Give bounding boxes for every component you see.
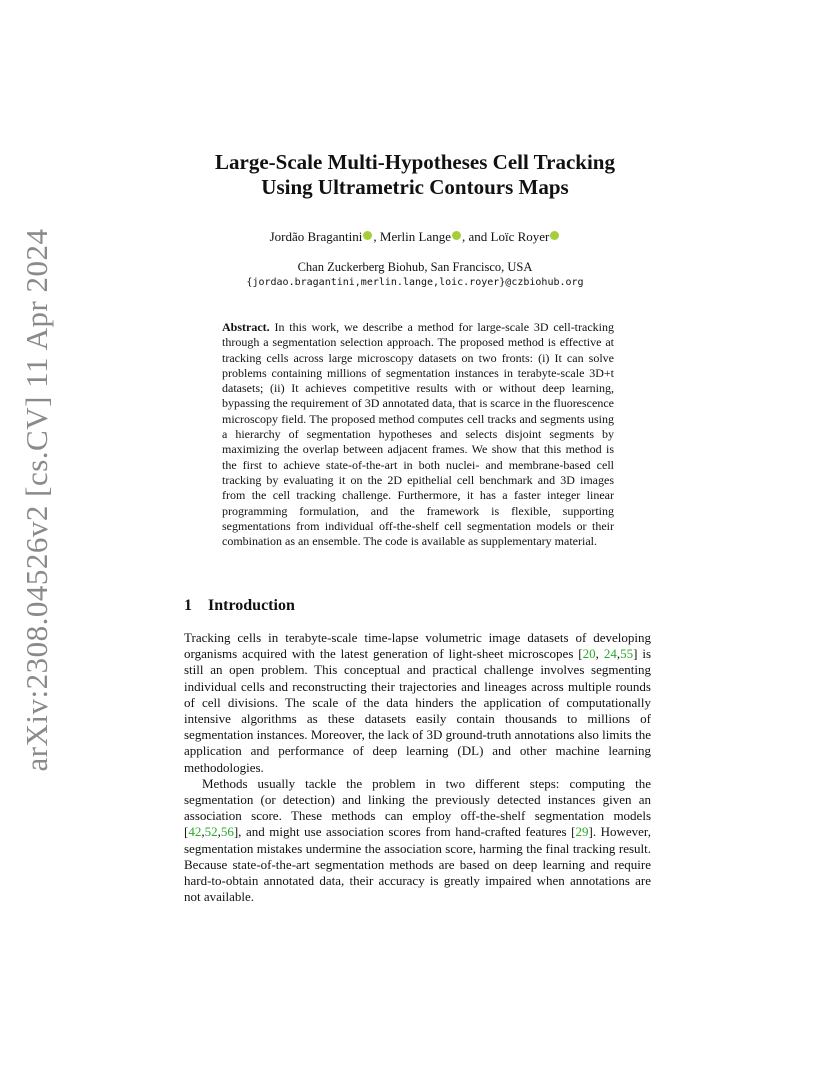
text-run: ], and might use association scores from hand-crafted features [ (233, 824, 576, 840)
introduction-body (184, 630, 651, 905)
paragraph: Tracking cells in terabyte-scale time-lapse volumetric image datasets of developing organisms acquired with the latest generation of light-sheet microscopes [20, 24,55] is still an open problem. This conceptual and practical challenge involves segmenting individual cells and reconstructing their trajectories and lineages across multiple rounds of cell divisions. The scale of the data hinders the application of computationally intensive algorithms as these datasets easily contain thousands to millions of segmentation instances. Moreover, the lack of 3D ground-truth annotations also limits the application and performance of deep learning (DL) and other machine learning methodologies. (184, 630, 652, 775)
text-run: ]. However, segmentation mistakes undermine the association score, harming the final tracking result. Because state-of-the-art segmentation methods are based on deep learning and require hard-to-obtain annotated data, their accuracy is greatly impaired when annotations are not available. (184, 824, 651, 905)
paragraph: Methods usually tackle the problem in two different steps: computing the segmentation (or detection) and linking the previously detected instances given an association score. These methods can employ off-the-shelf segmentation models [42,52,56], and might use association scores from hand-crafted features [29]. However, segmentation mistakes undermine the association score, harming the final tracking result. Because state-of-the-art segmentation methods are based on deep learning and require hard-to-obtain annotated data, their accuracy is greatly impaired when annotations are not available. (184, 775, 651, 905)
text-run: Tracking cells in terabyte-scale time-lapse volumetric image datasets of developing organisms acquired with the latest generation of light-sheet microscopes [ (184, 630, 651, 662)
abstract-text: In this work, we describe a method for large-scale 3D cell-tracking through a segmentation selection approach. The proposed method is effective at tracking cells across large microscopy datasets on two fronts: (i) It can solve problems containing millions of segmentation instances in terabyte-scale 3D+t datasets; (ii) It achieves competitive results with or without deep learning, bypassing the requirement of 3D annotated data, that is scarce in the fluorescence microscopy field. The proposed method computes cell tracks and segments using a hierarchy of segmentation hypotheses and selects disjoint segments by maximizing the overlap between adjacent frames. We show that this method is the first to achieve state-of-the-art in both nuclei- and membrane-based cell tracking by evaluating it on the 2D epithelial cell benchmark and 3D images from the cell tracking challenge. Furthermore, it has a faster integer linear programming formulation, and the framework is flexible, supporting segmentations from individual off-the-shelf cell segmentation models or their combination as an ensemble. The code is available as supplementary material. (222, 320, 615, 549)
citation-link[interactable]: 42 (188, 824, 202, 840)
paper-title (150, 150, 680, 200)
arxiv-identifier: arXiv:2308.04526v2 [cs.CV] 11 Apr 2024 (19, 228, 54, 772)
text-run: ] is still an open problem. This conceptual and practical challenge involves segmenting individual cells and reconstructing their trajectories and lineages across multiple rounds of cell divisions. The scale of the data hinders the application of computationally intensive algorithms as these datasets easily contain thousands to millions of segmentation instances. Moreover, the lack of 3D ground-truth annotations also limits the application and performance of deep learning (DL) and other machine learning methodologies. (184, 646, 652, 775)
citation-link[interactable]: 20 (582, 646, 596, 662)
affiliation (150, 259, 680, 291)
affiliation-org: Chan Zuckerberg Biohub, San Francisco, USA (297, 260, 533, 274)
orcid-icon[interactable] (452, 231, 461, 240)
section-title: Introduction (208, 597, 295, 614)
arxiv-side-stamp (12, 228, 62, 772)
title-line-2: Using Ultrametric Contours Maps (261, 175, 569, 199)
citation-link[interactable]: 29 (575, 824, 589, 840)
author-name: Loïc Royer (490, 229, 550, 244)
abstract-label: Abstract. (222, 320, 270, 334)
author-list: Jordão Bragantini , Merlin Lange , and Loïc Royer (150, 229, 680, 245)
citation-link[interactable]: 24 (603, 646, 617, 662)
abstract (222, 320, 614, 549)
section-heading (184, 597, 295, 615)
title-line-1: Large-Scale Multi-Hypotheses Cell Tracking (215, 150, 615, 174)
section-number: 1 (184, 597, 192, 614)
author-name: Merlin Lange (379, 229, 452, 244)
citation-link[interactable]: 56 (220, 824, 234, 840)
text-run: Methods usually tackle the problem in two different steps: computing the segmentation (or detection) and linking the previously detected instances given an association score. These methods can employ off-the-shelf segmentation models [ (184, 775, 651, 840)
citation-link[interactable]: 52 (204, 824, 218, 840)
author-emails: {jordao.bragantini,merlin.lange,loic.royer}@czbiohub.org (246, 277, 584, 288)
orcid-icon[interactable] (363, 231, 372, 240)
author-name: Jordão Bragantini (269, 229, 363, 244)
orcid-icon[interactable] (550, 231, 559, 240)
citation-link[interactable]: 55 (620, 646, 634, 662)
